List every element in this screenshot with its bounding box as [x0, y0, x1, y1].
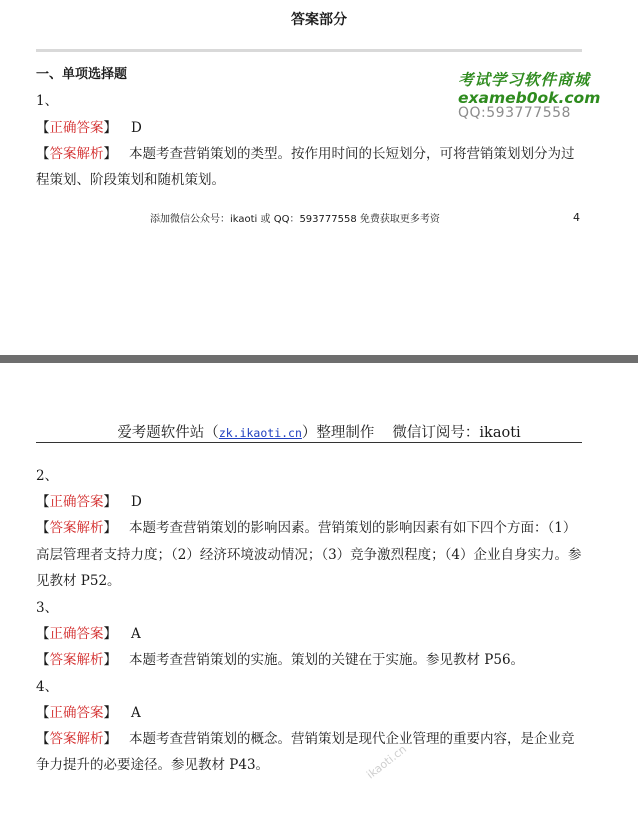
- analysis-line: [36, 648, 524, 668]
- header-suffix: ）整理制作: [301, 425, 375, 441]
- bracket-open: 【: [36, 705, 50, 721]
- bracket-close: 】: [103, 494, 117, 510]
- analysis-text: 本题考查营销策划的类型。按作用时间的长短划分，可将营销策划划分为过: [129, 146, 575, 162]
- bracket-open: 【: [36, 520, 50, 536]
- analysis-text-cont: 见教材 P52。: [36, 573, 121, 589]
- correct-answer-label: 正确答案: [49, 120, 104, 136]
- bracket-close: 】: [103, 120, 117, 136]
- page-upper: [0, 0, 638, 355]
- running-header: [0, 421, 638, 442]
- bracket-open: 【: [36, 652, 50, 668]
- correct-answer-label: 正确答案: [49, 705, 104, 721]
- header-prefix: 爱考题软件站（: [117, 425, 219, 441]
- analysis-text-cont: 争力提升的必要途径。参见教材 P43。: [36, 757, 270, 773]
- bracket-open: 【: [36, 731, 50, 747]
- header-rule: [36, 442, 582, 443]
- analysis-text-cont: 程策划、阶段策划和随机策划。: [36, 172, 225, 188]
- analysis-text: 本题考查营销策划的实施。策划的关键在于实施。参见教材 P56。: [129, 652, 525, 668]
- correct-answer-line: [36, 116, 142, 136]
- bracket-open: 【: [36, 120, 50, 136]
- question-number: 2、: [36, 468, 59, 484]
- bracket-open: 【: [36, 494, 50, 510]
- site-link[interactable]: zk.ikaoti.cn: [218, 426, 302, 440]
- answer-value: D: [131, 494, 142, 510]
- watermark-logo: [458, 68, 603, 121]
- correct-answer-line: [36, 622, 141, 642]
- analysis-text-cont: 高层管理者支持力度；（2）经济环境波动情况；（3）竞争激烈程度；（4）企业自身实力。参: [36, 547, 582, 563]
- bracket-close: 】: [103, 146, 117, 162]
- watermark-line3: QQ:593777558: [458, 105, 571, 121]
- page-separator: [0, 355, 638, 363]
- analysis-text: 本题考查营销策划的影响因素。营销策划的影响因素有如下四个方面：（1）: [129, 520, 577, 536]
- watermark-line1: 考试学习软件商城: [458, 71, 591, 89]
- faint-watermark-stamp: ikaoti.cn: [364, 742, 409, 782]
- bracket-close: 】: [103, 731, 117, 747]
- correct-answer-label: 正确答案: [49, 626, 104, 642]
- analysis-label: 答案解析: [49, 652, 104, 668]
- section-heading: 一、单项选择题: [36, 67, 128, 82]
- page-footer: 添加微信公众号：ikaoti 或 QQ：593777558 免费获取更多考资: [150, 214, 440, 225]
- answer-value: A: [131, 626, 141, 642]
- header-subscription: 微信订阅号：ikaoti: [392, 425, 521, 441]
- correct-answer-label: 正确答案: [49, 494, 104, 510]
- analysis-line: [36, 516, 576, 536]
- watermark-line2: exameb0ok.com: [458, 89, 601, 107]
- analysis-label: 答案解析: [49, 731, 104, 747]
- bracket-close: 】: [103, 705, 117, 721]
- analysis-text: 本题考查营销策划的概念。营销策划是现代企业管理的重要内容，是企业竞: [129, 731, 575, 747]
- correct-answer-line: [36, 701, 141, 721]
- question-number: 4、: [36, 679, 59, 695]
- bracket-close: 】: [103, 626, 117, 642]
- bracket-open: 【: [36, 146, 50, 162]
- analysis-line: [36, 142, 575, 162]
- bracket-open: 【: [36, 626, 50, 642]
- answer-value: D: [131, 120, 142, 136]
- analysis-label: 答案解析: [49, 520, 104, 536]
- bracket-close: 】: [103, 520, 117, 536]
- page-title: 答案部分: [291, 12, 347, 28]
- page-number: 4: [573, 211, 580, 224]
- bracket-close: 】: [103, 652, 117, 668]
- answer-value: A: [131, 705, 141, 721]
- analysis-label: 答案解析: [49, 146, 104, 162]
- question-number: 1、: [36, 93, 59, 109]
- question-number: 3、: [36, 600, 59, 616]
- divider: [36, 49, 582, 52]
- correct-answer-line: [36, 490, 142, 510]
